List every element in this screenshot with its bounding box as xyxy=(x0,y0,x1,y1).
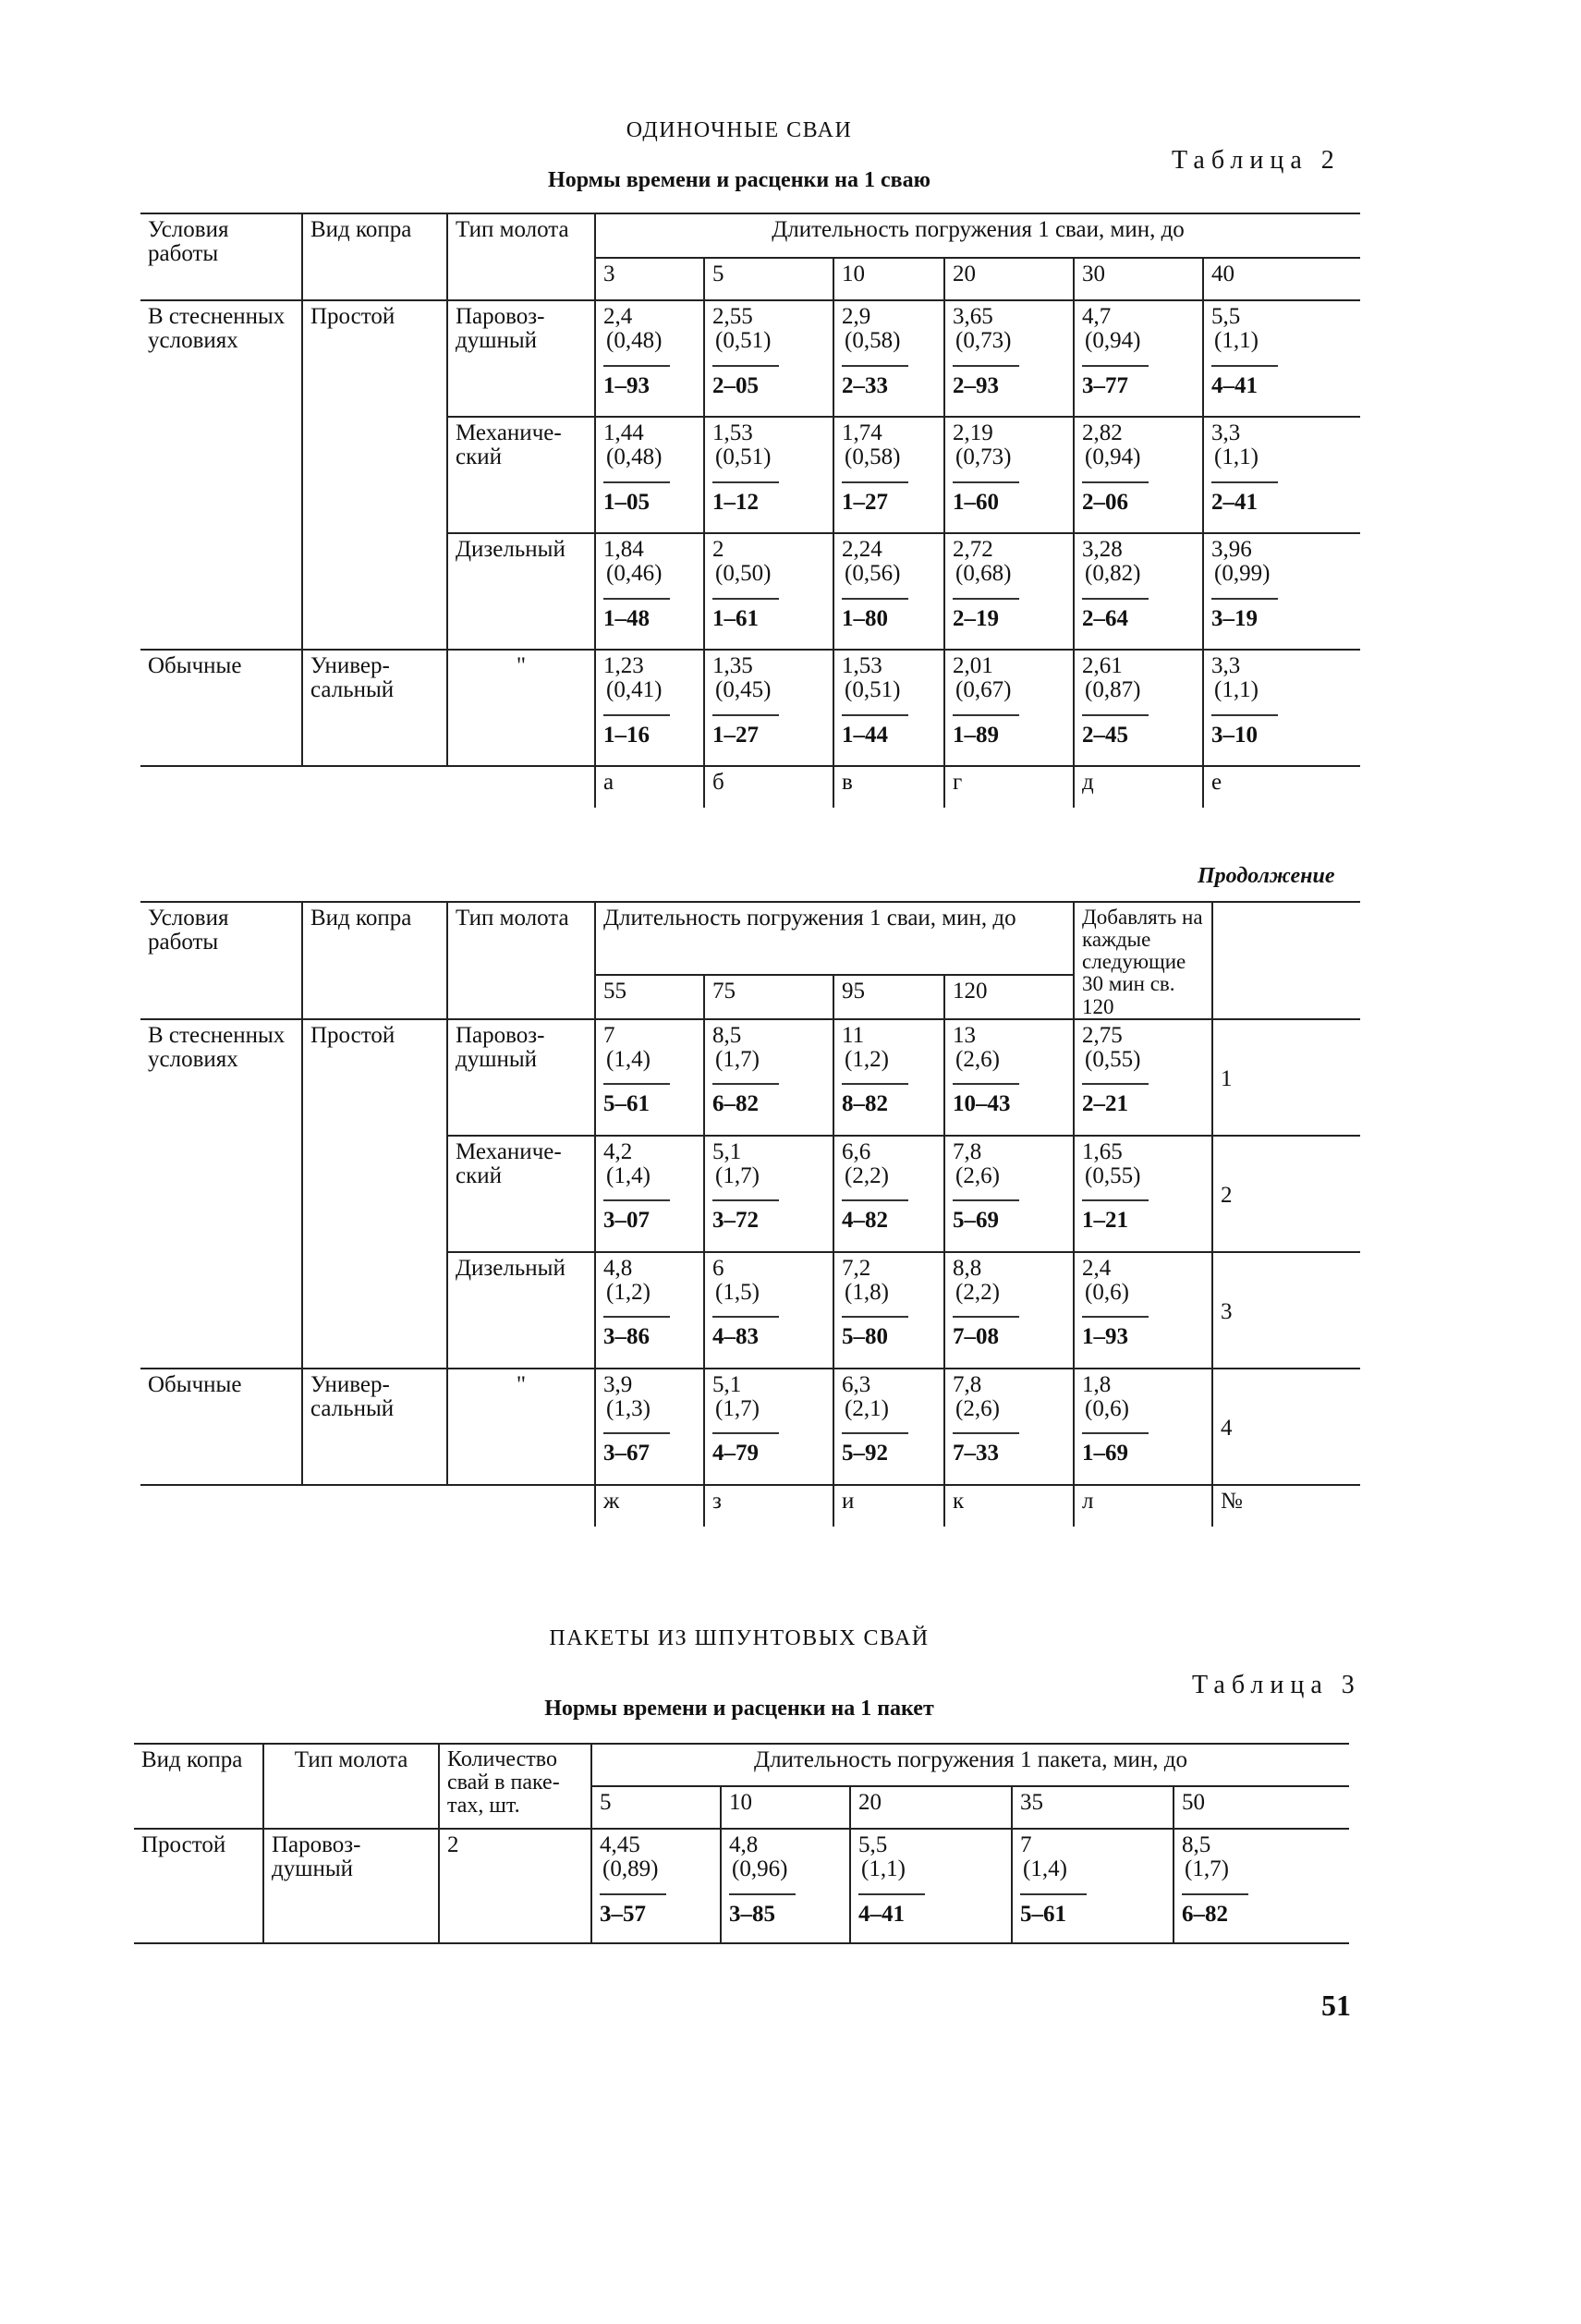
value-cell xyxy=(1074,417,1203,533)
column-letter: д xyxy=(1074,766,1203,808)
time-norm: 8,5 xyxy=(712,1022,742,1048)
time-norm: 2,72 xyxy=(953,537,993,562)
header-conditions: Условия работы xyxy=(140,213,302,300)
value-cell xyxy=(704,1136,833,1252)
row-number: 2 xyxy=(1212,1136,1360,1252)
value-cell xyxy=(595,300,704,417)
work-conditions: Обычные xyxy=(140,1369,302,1485)
rate: 5–61 xyxy=(603,1083,670,1116)
rate: 2–45 xyxy=(1082,714,1149,748)
coefficient: (1,7) xyxy=(715,1395,760,1421)
column-letter: а xyxy=(595,766,704,808)
value-cell xyxy=(1074,1019,1212,1136)
rate: 1–48 xyxy=(603,598,670,631)
time-norm: 6 xyxy=(712,1255,724,1281)
value-cell xyxy=(1203,650,1360,766)
coefficient: (2,2) xyxy=(845,1162,889,1188)
time-norm: 1,23 xyxy=(603,653,644,678)
coefficient: (0,58) xyxy=(845,444,901,470)
value-cell xyxy=(704,1252,833,1369)
hammer-type: Дизельный xyxy=(447,1252,595,1369)
value-cell xyxy=(1074,1136,1212,1252)
coefficient: (1,4) xyxy=(606,1162,651,1188)
duration-20: 20 xyxy=(944,258,1074,300)
header-duration: Длительность погружения 1 сваи, мин, до xyxy=(595,902,1074,975)
duration-35: 35 xyxy=(1012,1786,1174,1829)
coefficient: (0,45) xyxy=(715,677,772,703)
coefficient: (1,1) xyxy=(1214,677,1259,703)
time-norm: 5,5 xyxy=(858,1832,888,1857)
rate: 2–05 xyxy=(712,365,779,398)
hammer-type: Паровоз-душный xyxy=(447,1019,595,1136)
coefficient: (0,6) xyxy=(1085,1395,1129,1421)
rate: 3–86 xyxy=(603,1316,670,1349)
time-norm: 7,2 xyxy=(842,1255,871,1281)
coefficient: (1,4) xyxy=(1023,1856,1067,1882)
rig-type: Простой xyxy=(134,1829,263,1943)
value-cell xyxy=(850,1829,1012,1943)
time-norm: 11 xyxy=(842,1022,865,1048)
rate: 3–07 xyxy=(603,1199,670,1233)
coefficient: (0,51) xyxy=(845,677,901,703)
table-row xyxy=(140,1019,1360,1136)
time-norm: 4,7 xyxy=(1082,304,1112,329)
value-cell xyxy=(704,300,833,417)
column-letter: и xyxy=(833,1485,944,1527)
hammer-type: " xyxy=(447,650,595,766)
value-cell xyxy=(833,1136,944,1252)
value-cell xyxy=(704,650,833,766)
rate: 2–33 xyxy=(842,365,908,398)
time-norm: 8,8 xyxy=(953,1255,982,1281)
rate: 4–82 xyxy=(842,1199,908,1233)
rig-type: Простой xyxy=(302,1019,447,1369)
header-duration: Длительность погружения 1 сваи, мин, до xyxy=(595,213,1360,258)
table-2 xyxy=(140,213,1360,808)
value-cell xyxy=(721,1829,850,1943)
rate: 7–33 xyxy=(953,1432,1019,1466)
rig-type: Универ-сальный xyxy=(302,1369,447,1485)
coefficient: (1,2) xyxy=(606,1279,651,1305)
table-3-subtitle: Нормы времени и расценки на 1 пакет xyxy=(544,1697,934,1721)
hammer-type: Дизельный xyxy=(447,533,595,650)
rate: 1–89 xyxy=(953,714,1019,748)
rate: 2–64 xyxy=(1082,598,1149,631)
work-conditions: В стесненных условиях xyxy=(148,1022,286,1072)
time-norm: 4,8 xyxy=(603,1255,633,1281)
row-number: 1 xyxy=(1212,1019,1360,1136)
time-norm: 7 xyxy=(1020,1832,1032,1857)
coefficient: (0,55) xyxy=(1085,1162,1141,1188)
hammer-type: Механиче-ский xyxy=(447,417,595,533)
hammer-type: " xyxy=(447,1369,595,1485)
table-row xyxy=(134,1829,1349,1943)
value-cell xyxy=(944,1252,1074,1369)
value-cell xyxy=(1203,300,1360,417)
coefficient: (0,94) xyxy=(1085,328,1141,354)
section-title-sheet-pile-packs: ПАКЕТЫ ИЗ ШПУНТОВЫХ СВАЙ xyxy=(549,1626,930,1650)
piles-per-pack: 2 xyxy=(439,1829,591,1943)
coefficient: (0,51) xyxy=(715,328,772,354)
rate: 5–61 xyxy=(1020,1893,1087,1927)
coefficient: (0,87) xyxy=(1085,677,1141,703)
time-norm: 3,65 xyxy=(953,304,993,329)
work-conditions: Обычные xyxy=(140,650,302,766)
value-cell xyxy=(1074,1252,1212,1369)
value-cell xyxy=(833,650,944,766)
coefficient: (0,48) xyxy=(606,328,663,354)
rate: 1–93 xyxy=(603,365,670,398)
coefficient: (0,73) xyxy=(955,328,1012,354)
coefficient: (1,2) xyxy=(845,1046,889,1072)
coefficient: (2,6) xyxy=(955,1162,1000,1188)
time-norm: 8,5 xyxy=(1182,1832,1211,1857)
coefficient: (1,1) xyxy=(861,1856,906,1882)
rate: 1–80 xyxy=(842,598,908,631)
duration-10: 10 xyxy=(721,1786,850,1829)
coefficient: (0,51) xyxy=(715,444,772,470)
value-cell xyxy=(704,417,833,533)
value-cell xyxy=(1074,650,1203,766)
rate: 3–57 xyxy=(600,1893,666,1927)
rate: 5–69 xyxy=(953,1199,1019,1233)
duration-10: 10 xyxy=(833,258,944,300)
time-norm: 3,28 xyxy=(1082,537,1123,562)
table-2-continuation xyxy=(140,901,1360,1527)
time-norm: 4,2 xyxy=(603,1138,633,1164)
column-letter: в xyxy=(833,766,944,808)
table-row xyxy=(140,1369,1360,1485)
letters-spacer xyxy=(140,1485,595,1527)
value-cell xyxy=(833,533,944,650)
rate: 1–69 xyxy=(1082,1432,1149,1466)
table-row xyxy=(140,300,1360,417)
coefficient: (0,6) xyxy=(1085,1279,1129,1305)
time-norm: 1,35 xyxy=(712,653,753,678)
continuation-label: Продолжение xyxy=(1198,864,1335,888)
rate: 3–85 xyxy=(729,1893,796,1927)
time-norm: 3,3 xyxy=(1211,653,1241,678)
value-cell xyxy=(944,533,1074,650)
time-norm: 6,3 xyxy=(842,1371,871,1397)
column-letter: л xyxy=(1074,1485,1212,1527)
rate: 1–60 xyxy=(953,481,1019,515)
coefficient: (1,3) xyxy=(606,1395,651,1421)
time-norm: 4,8 xyxy=(729,1832,759,1857)
value-cell xyxy=(595,650,704,766)
duration-3: 3 xyxy=(595,258,704,300)
time-norm: 7,8 xyxy=(953,1371,982,1397)
value-cell xyxy=(595,533,704,650)
value-cell xyxy=(1074,533,1203,650)
value-cell xyxy=(1203,417,1360,533)
time-norm: 3,9 xyxy=(603,1371,633,1397)
header-conditions: Условия работы xyxy=(140,902,302,1019)
table-number-3: Таблица 3 xyxy=(1192,1671,1361,1699)
rate: 4–83 xyxy=(712,1316,779,1349)
duration-55: 55 xyxy=(595,975,704,1019)
rate: 3–72 xyxy=(712,1199,779,1233)
column-letter: № xyxy=(1212,1485,1360,1527)
rate: 2–21 xyxy=(1082,1083,1149,1116)
table-3 xyxy=(134,1743,1349,1944)
rate: 4–41 xyxy=(858,1893,925,1927)
value-cell xyxy=(595,1369,704,1485)
coefficient: (2,6) xyxy=(955,1395,1000,1421)
rate: 3–10 xyxy=(1211,714,1278,748)
rate: 7–08 xyxy=(953,1316,1019,1349)
rig-type: Универ-сальный xyxy=(302,650,447,766)
time-norm: 2,61 xyxy=(1082,653,1123,678)
duration-30: 30 xyxy=(1074,258,1203,300)
coefficient: (1,7) xyxy=(715,1046,760,1072)
rate: 1–93 xyxy=(1082,1316,1149,1349)
value-cell xyxy=(595,1019,704,1136)
table-row xyxy=(140,650,1360,766)
value-cell xyxy=(944,417,1074,533)
rate: 5–80 xyxy=(842,1316,908,1349)
value-cell xyxy=(704,533,833,650)
value-cell xyxy=(704,1369,833,1485)
rate: 5–92 xyxy=(842,1432,908,1466)
coefficient: (1,1) xyxy=(1214,328,1259,354)
value-cell xyxy=(1174,1829,1349,1943)
hammer-type: Механиче-ский xyxy=(447,1136,595,1252)
table-2-subtitle: Нормы времени и расценки на 1 сваю xyxy=(548,168,930,192)
time-norm: 2,55 xyxy=(712,304,753,329)
value-cell xyxy=(1074,1369,1212,1485)
coefficient: (2,6) xyxy=(955,1046,1000,1072)
time-norm: 3,96 xyxy=(1211,537,1252,562)
rate: 2–06 xyxy=(1082,481,1149,515)
header-hammer-type: Тип молота xyxy=(263,1744,439,1829)
rate: 1–27 xyxy=(842,481,908,515)
value-cell xyxy=(1074,300,1203,417)
header-piles-per-pack: Количество свай в паке-тах, шт. xyxy=(439,1744,591,1829)
time-norm: 1,8 xyxy=(1082,1371,1112,1397)
time-norm: 1,53 xyxy=(842,653,882,678)
column-letter: з xyxy=(704,1485,833,1527)
time-norm: 2,4 xyxy=(1082,1255,1112,1281)
page-number: 51 xyxy=(1321,1989,1351,2022)
rate: 1–21 xyxy=(1082,1199,1149,1233)
coefficient: (1,7) xyxy=(715,1162,760,1188)
time-norm: 2,4 xyxy=(603,304,633,329)
value-cell xyxy=(944,300,1074,417)
duration-20: 20 xyxy=(850,1786,1012,1829)
column-letter: к xyxy=(944,1485,1074,1527)
value-cell xyxy=(704,1019,833,1136)
time-norm: 1,44 xyxy=(603,420,644,445)
time-norm: 1,65 xyxy=(1082,1138,1123,1164)
header-duration: Длительность погружения 1 пакета, мин, до xyxy=(591,1744,1349,1786)
header-row-number xyxy=(1212,902,1360,1019)
time-norm: 2,24 xyxy=(842,537,882,562)
coefficient: (0,56) xyxy=(845,561,901,587)
value-cell xyxy=(595,1136,704,1252)
rate: 1–44 xyxy=(842,714,908,748)
value-cell xyxy=(833,1019,944,1136)
value-cell xyxy=(1012,1829,1174,1943)
value-cell xyxy=(944,1369,1074,1485)
row-number: 4 xyxy=(1212,1369,1360,1485)
rate: 3–19 xyxy=(1211,598,1278,631)
duration-40: 40 xyxy=(1203,258,1360,300)
column-letter: б xyxy=(704,766,833,808)
hammer-type: Паровоз-душный xyxy=(263,1829,439,1943)
coefficient: (0,73) xyxy=(955,444,1012,470)
duration-95: 95 xyxy=(833,975,944,1019)
rate: 1–16 xyxy=(603,714,670,748)
time-norm: 5,5 xyxy=(1211,304,1241,329)
time-norm: 2 xyxy=(712,537,724,562)
duration-5: 5 xyxy=(591,1786,721,1829)
row-number: 3 xyxy=(1212,1252,1360,1369)
coefficient: (0,46) xyxy=(606,561,663,587)
section-title-single-piles: ОДИНОЧНЫЕ СВАИ xyxy=(626,118,853,142)
coefficient: (1,5) xyxy=(715,1279,760,1305)
work-conditions: В стесненных условиях xyxy=(148,304,286,354)
value-cell xyxy=(944,650,1074,766)
coefficient: (0,67) xyxy=(955,677,1012,703)
rate: 6–82 xyxy=(1182,1893,1248,1927)
coefficient: (1,8) xyxy=(845,1279,889,1305)
rate: 1–61 xyxy=(712,598,779,631)
value-cell xyxy=(591,1829,721,1943)
duration-120: 120 xyxy=(944,975,1074,1019)
time-norm: 5,1 xyxy=(712,1138,742,1164)
coefficient: (1,7) xyxy=(1185,1856,1229,1882)
time-norm: 13 xyxy=(953,1022,976,1048)
value-cell xyxy=(1203,533,1360,650)
rate: 4–79 xyxy=(712,1432,779,1466)
value-cell xyxy=(833,300,944,417)
value-cell xyxy=(833,1252,944,1369)
coefficient: (0,58) xyxy=(845,328,901,354)
rate: 10–43 xyxy=(953,1083,1019,1116)
time-norm: 7,8 xyxy=(953,1138,982,1164)
time-norm: 2,01 xyxy=(953,653,993,678)
coefficient: (0,96) xyxy=(732,1856,788,1882)
hammer-type: Паровоз-душный xyxy=(447,300,595,417)
rate: 1–12 xyxy=(712,481,779,515)
coefficient: (0,50) xyxy=(715,561,772,587)
coefficient: (0,55) xyxy=(1085,1046,1141,1072)
time-norm: 1,84 xyxy=(603,537,644,562)
rate: 2–93 xyxy=(953,365,1019,398)
table-number-2: Таблица 2 xyxy=(1172,146,1341,175)
header-hammer-type: Тип молота xyxy=(447,902,595,1019)
coefficient: (0,48) xyxy=(606,444,663,470)
duration-50: 50 xyxy=(1174,1786,1349,1829)
value-cell xyxy=(944,1136,1074,1252)
header-add-per-30-min: Добавлять на каждые следующие 30 мин св. 120 xyxy=(1074,902,1212,1019)
coefficient: (0,41) xyxy=(606,677,663,703)
time-norm: 2,9 xyxy=(842,304,871,329)
time-norm: 4,45 xyxy=(600,1832,640,1857)
header-rig-type: Вид копра xyxy=(302,902,447,1019)
time-norm: 2,75 xyxy=(1082,1022,1123,1048)
value-cell xyxy=(595,417,704,533)
rig-type: Простой xyxy=(302,300,447,650)
coefficient: (0,94) xyxy=(1085,444,1141,470)
column-letter: г xyxy=(944,766,1074,808)
coefficient: (0,89) xyxy=(602,1856,659,1882)
time-norm: 3,3 xyxy=(1211,420,1241,445)
column-letter: е xyxy=(1203,766,1360,808)
value-cell xyxy=(944,1019,1074,1136)
time-norm: 1,74 xyxy=(842,420,882,445)
header-hammer-type: Тип молота xyxy=(447,213,595,300)
rate: 8–82 xyxy=(842,1083,908,1116)
rate: 2–41 xyxy=(1211,481,1278,515)
coefficient: (1,4) xyxy=(606,1046,651,1072)
column-letter: ж xyxy=(595,1485,704,1527)
value-cell xyxy=(595,1252,704,1369)
time-norm: 7 xyxy=(603,1022,615,1048)
rate: 4–41 xyxy=(1211,365,1278,398)
rate: 3–67 xyxy=(603,1432,670,1466)
time-norm: 2,19 xyxy=(953,420,993,445)
time-norm: 2,82 xyxy=(1082,420,1123,445)
coefficient: (2,1) xyxy=(845,1395,889,1421)
rate: 1–05 xyxy=(603,481,670,515)
rate: 6–82 xyxy=(712,1083,779,1116)
coefficient: (1,1) xyxy=(1214,444,1259,470)
coefficient: (0,68) xyxy=(955,561,1012,587)
value-cell xyxy=(833,417,944,533)
coefficient: (0,82) xyxy=(1085,561,1141,587)
coefficient: (0,99) xyxy=(1214,561,1271,587)
header-rig-type: Вид копра xyxy=(302,213,447,300)
rate: 3–77 xyxy=(1082,365,1149,398)
duration-75: 75 xyxy=(704,975,833,1019)
time-norm: 1,53 xyxy=(712,420,753,445)
duration-5: 5 xyxy=(704,258,833,300)
letters-spacer xyxy=(140,766,595,808)
time-norm: 6,6 xyxy=(842,1138,871,1164)
value-cell xyxy=(833,1369,944,1485)
rate: 1–27 xyxy=(712,714,779,748)
rate: 2–19 xyxy=(953,598,1019,631)
time-norm: 5,1 xyxy=(712,1371,742,1397)
coefficient: (2,2) xyxy=(955,1279,1000,1305)
header-rig-type: Вид копра xyxy=(134,1744,263,1829)
